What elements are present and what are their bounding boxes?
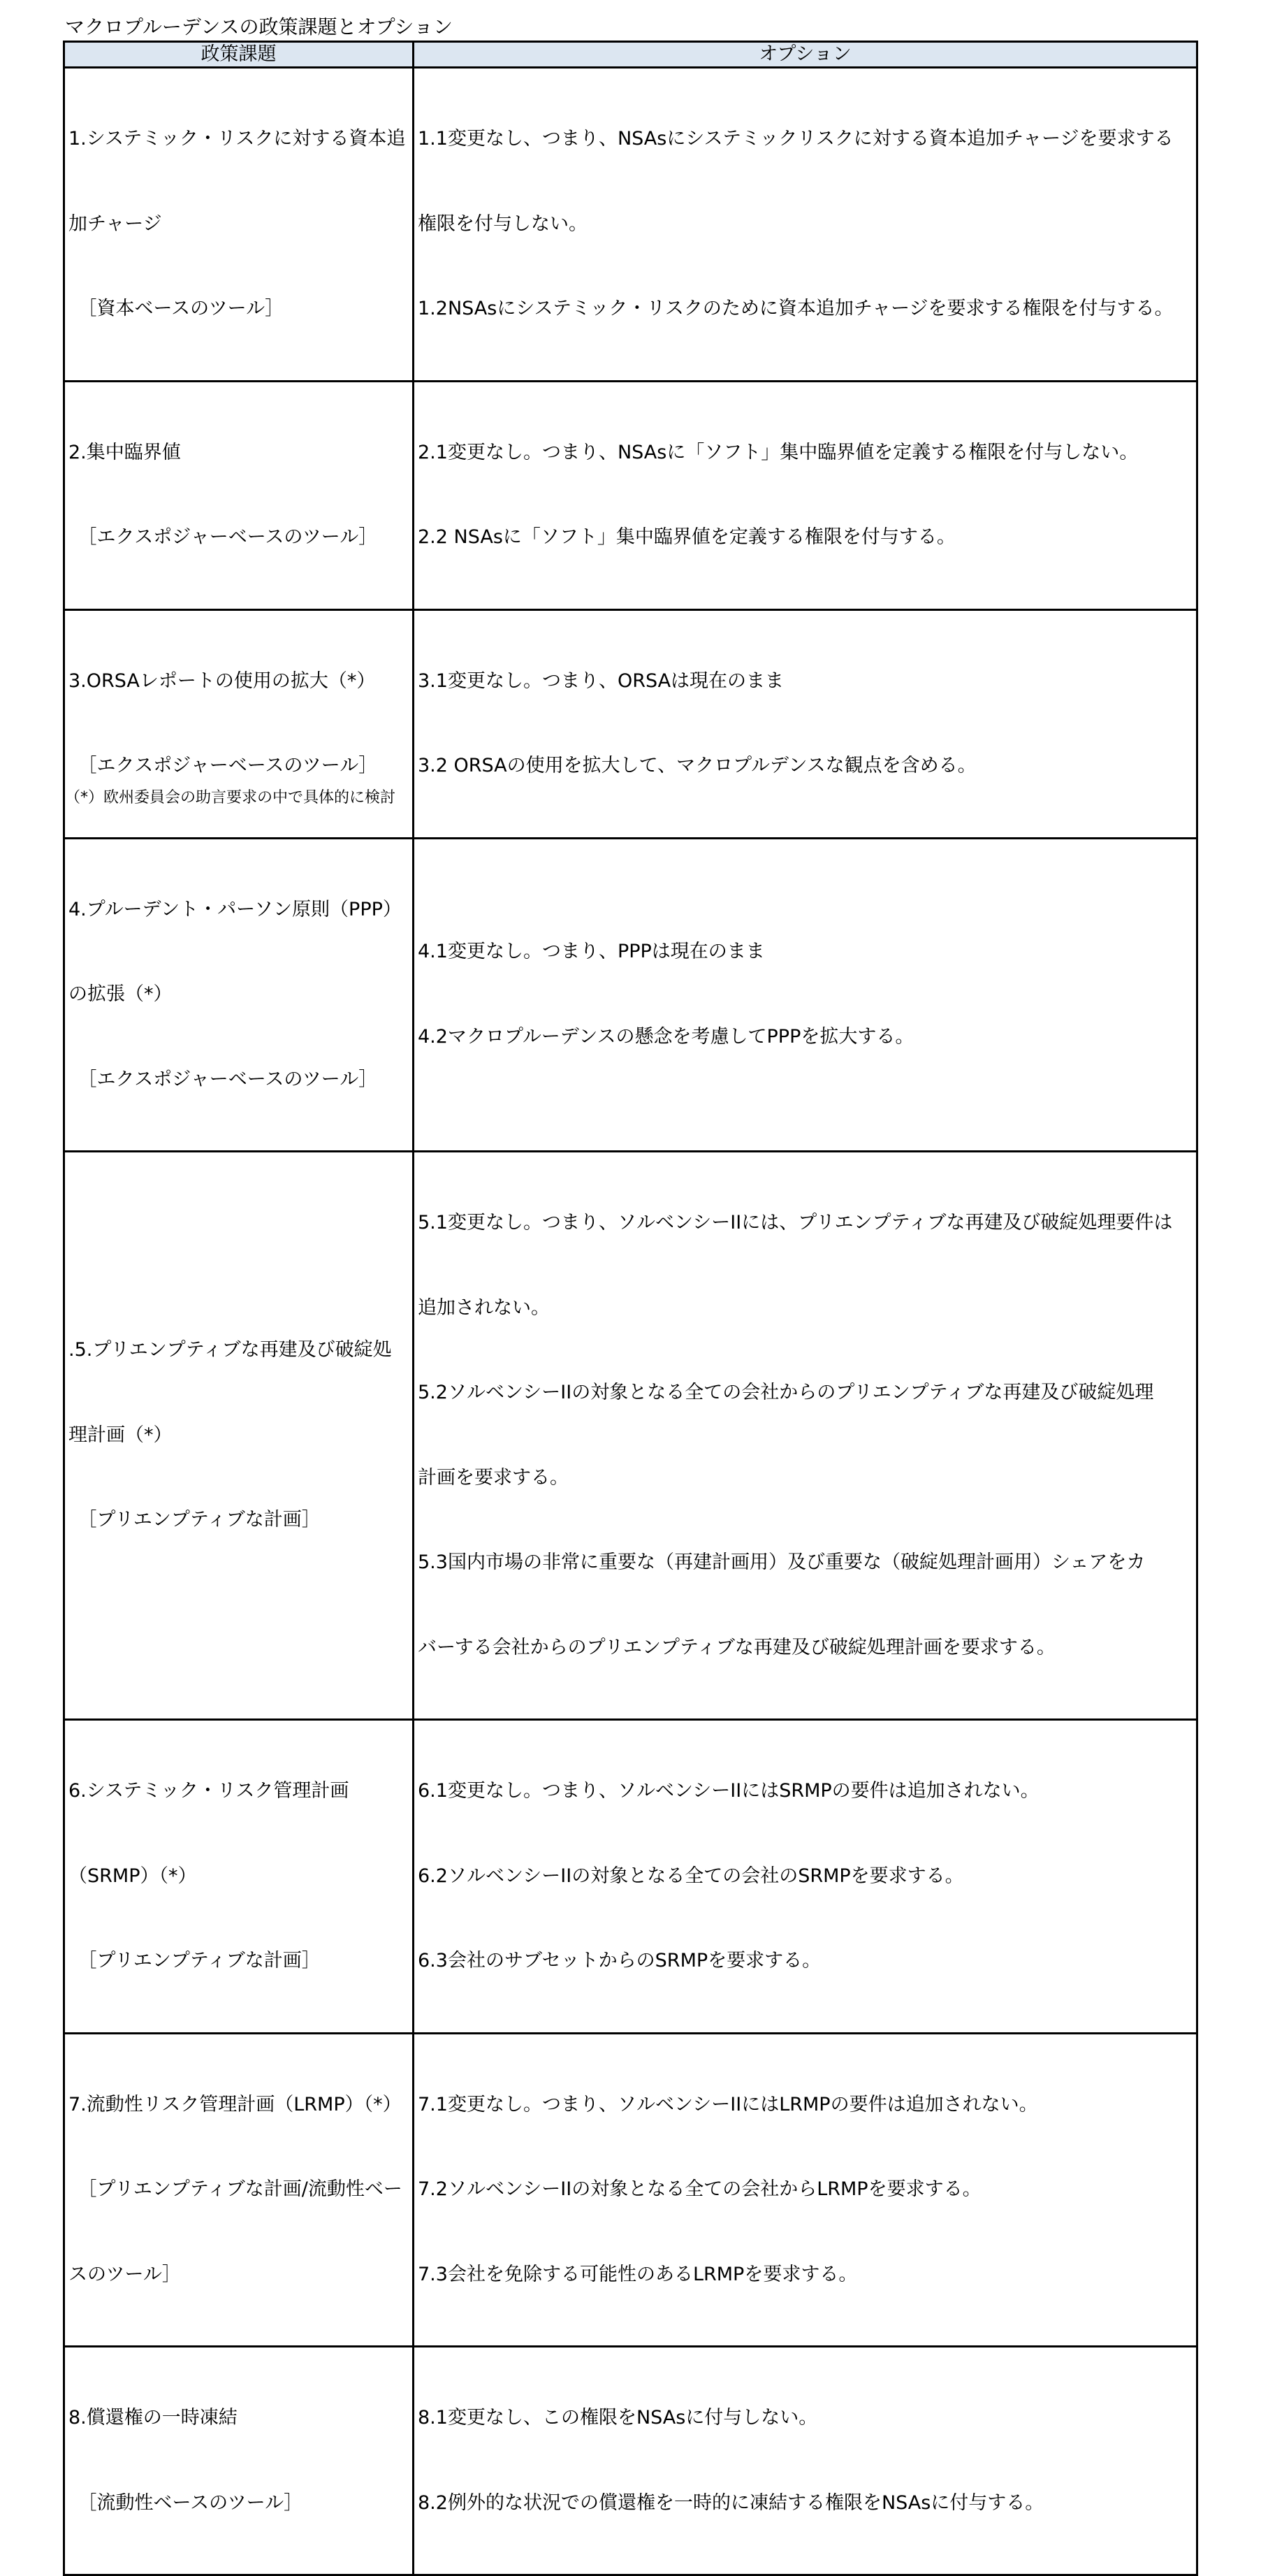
issue-cell [64,1152,414,1720]
issue-line: の拡張（*） [68,983,173,1005]
issue-line: ［プリエンプティブな計画/流動性ベー [68,2178,402,2200]
option-line: 5.1変更なし。つまり、ソルベンシーIIには、プリエンプティブな再建及び破綻処理要件は [418,1212,1173,1233]
issue-cell [64,838,414,1152]
table-row [64,1720,1197,2034]
option-line: 2.1変更なし。つまり、NSAsに「ソフト」集中臨界値を定義する権限を付与しない。 [418,441,1139,463]
option-line: 3.2 ORSAの使用を拡大して、マクロプルデンスな観点を含める。 [418,755,977,776]
table-row [64,68,1197,382]
table-row [64,1152,1197,1720]
issue-line: .5.プリエンプティブな再建及び破綻処 [68,1339,392,1361]
issue-line: 7.流動性リスク管理計画（LRMP）（*） [68,2093,402,2115]
issue-line: 理計画（*） [68,1424,173,1446]
issue-cell [64,2347,414,2575]
option-line: 4.1変更なし。つまり、PPPは現在のまま [418,941,765,963]
option-line: 1.2NSAsにシステミック・リスクのために資本追加チャージを要求する権限を付与する。 [418,298,1174,319]
issue-line: スのツール］ [68,2263,181,2285]
option-line: 7.1変更なし。つまり、ソルベンシーIIにはLRMPの要件は追加されない。 [418,2093,1038,2115]
issue-line: 8.償還権の一時凍結 [68,2407,238,2429]
options-cell [414,609,1197,838]
option-line: 2.2 NSAsに「ソフト」集中臨界値を定義する権限を付与する。 [418,526,956,548]
options-cell [414,1152,1197,1720]
option-line: 5.3国内市場の非常に重要な（再建計画用）及び重要な（破綻処理計画用）シェアをカ [418,1551,1146,1573]
issue-line: ［プリエンプティブな計画］ [68,1950,321,1971]
issue-line: 1.システミック・リスクに対する資本追 [68,128,406,150]
option-line: 8.1変更なし、この権限をNSAsに付与しない。 [418,2407,818,2429]
issue-line: 4.プルーデント・パーソン原則（PPP） [68,898,402,920]
policy-table [63,41,1198,2576]
option-line: 7.2ソルベンシーIIの対象となる全ての会社からLRMPを要求する。 [418,2178,982,2200]
issue-line: 6.システミック・リスク管理計画 [68,1780,349,1802]
page-title: マクロプルーデンスの政策課題とオプション [65,15,453,38]
issue-line: ［流動性ベースのツール］ [68,2491,303,2514]
options-cell [414,1720,1197,2034]
options-cell [414,68,1197,382]
issue-cell [64,381,414,609]
issue-line: 3.ORSAレポートの使用の拡大（*） [68,670,376,692]
option-line: 5.2ソルベンシーIIの対象となる全ての会社からのプリエンプティブな再建及び破綻処理 [418,1382,1154,1403]
table-row [64,2347,1197,2575]
option-line: 計画を要求する。 [418,1466,569,1489]
issue-cell [64,2033,414,2347]
option-line: バーする会社からのプリエンプティブな再建及び破綻処理計画を要求する。 [418,1636,1056,1658]
options-cell [414,838,1197,1152]
issue-line: 加チャージ [68,212,162,235]
issue-line: ［エクスポジャーベースのツール］ [68,1068,378,1090]
footnote: （*）欧州委員会の助言要求の中で具体的に検討 [65,789,396,806]
issue-cell [64,1720,414,2034]
options-cell [414,2033,1197,2347]
issue-line: ［資本ベースのツール］ [68,298,284,319]
option-line: 4.2マクロプルーデンスの懸念を考慮してPPPを拡大する。 [418,1025,914,1048]
table-row [64,838,1197,1152]
option-line: 6.3会社のサブセットからのSRMPを要求する。 [418,1950,822,1971]
option-line: 7.3会社を免除する可能性のあるLRMPを要求する。 [418,2263,858,2285]
option-line: 6.1変更なし。つまり、ソルベンシーIIにはSRMPの要件は追加されない。 [418,1780,1040,1802]
options-cell [414,381,1197,609]
issue-line: ［エクスポジャーベースのツール］ [68,755,378,776]
issue-line: （SRMP）（*） [68,1865,197,1887]
issue-line: ［プリエンプティブな計画］ [68,1509,321,1531]
option-line: 1.1変更なし、つまり、NSAsにシステミックリスクに対する資本追加チャージを要求する [418,128,1174,150]
options-cell [414,2347,1197,2575]
option-line: 追加されない。 [418,1296,550,1319]
issue-cell [64,68,414,382]
option-line: 3.1変更なし。つまり、ORSAは現在のまま [418,670,785,692]
issue-line: 2.集中臨界値 [68,441,181,463]
option-line: 6.2ソルベンシーIIの対象となる全ての会社のSRMPを要求する。 [418,1865,964,1887]
column-header-options: オプション [414,42,1197,68]
table-row [64,381,1197,609]
option-line: 権限を付与しない。 [418,212,588,235]
table-header-row [64,42,1197,68]
option-line: 8.2例外的な状況での償還権を一時的に凍結する権限をNSAsに付与する。 [418,2491,1044,2514]
issue-line: ［エクスポジャーベースのツール］ [68,526,378,548]
column-header-issue: 政策課題 [64,42,414,68]
table-row [64,2033,1197,2347]
